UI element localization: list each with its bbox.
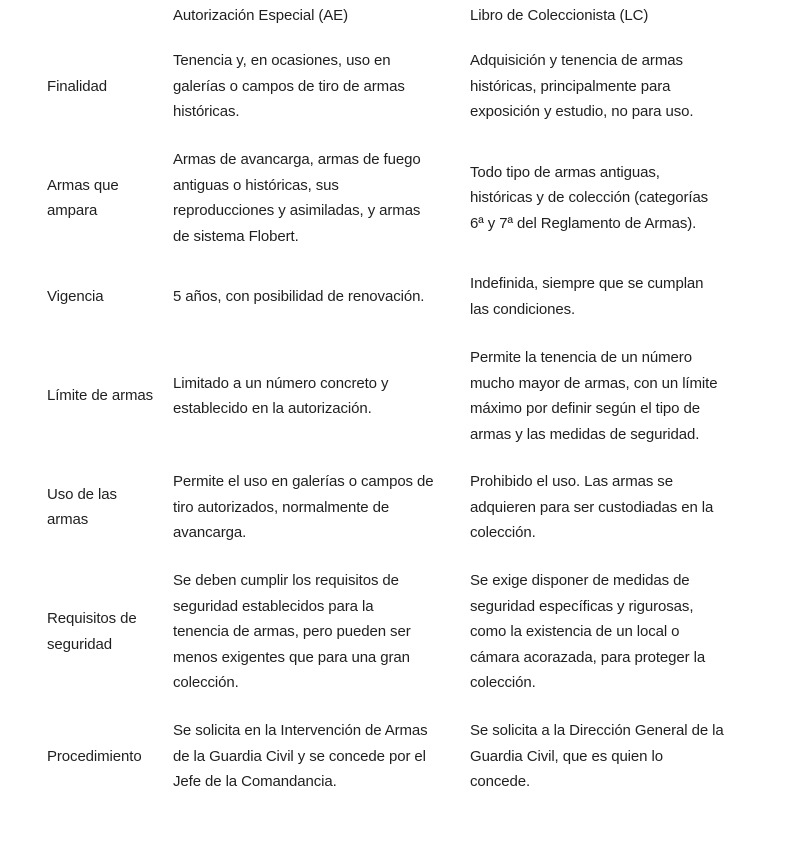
cell-lc bbox=[470, 568, 770, 696]
row-label-line: Requisitos de bbox=[47, 610, 137, 628]
row-label bbox=[47, 744, 172, 770]
cell-ae-line: 5 años, con posibilidad de renovación. bbox=[173, 287, 425, 305]
cell-lc-line: mucho mayor de armas, con un límite bbox=[470, 374, 718, 392]
row-label-line: Armas que bbox=[47, 176, 119, 194]
cell-ae-line: Jefe de la Comandancia. bbox=[173, 773, 337, 791]
cell-ae-line: colección. bbox=[173, 674, 239, 692]
cell-lc-line: colección. bbox=[470, 524, 536, 542]
cell-ae bbox=[173, 284, 469, 310]
cell-ae-line: menos exigentes que para una gran bbox=[173, 648, 410, 666]
cell-lc-line: como la existencia de un local o bbox=[470, 623, 680, 641]
row-label bbox=[47, 284, 172, 310]
cell-lc bbox=[470, 271, 770, 322]
cell-lc bbox=[470, 469, 770, 546]
cell-lc bbox=[470, 160, 770, 237]
cell-lc bbox=[470, 48, 770, 125]
cell-ae-line: avancarga. bbox=[173, 524, 247, 542]
cell-ae bbox=[173, 371, 469, 422]
cell-lc-line: cámara acorazada, para proteger la bbox=[470, 648, 706, 666]
header-ae bbox=[173, 3, 469, 29]
row-label bbox=[47, 383, 172, 409]
row-label-line: Procedimiento bbox=[47, 747, 142, 765]
header-lc-text: Libro de Coleccionista (LC) bbox=[470, 7, 649, 24]
row-label-line: ampara bbox=[47, 202, 98, 220]
header-lc bbox=[470, 3, 770, 29]
cell-ae-line: de la Guardia Civil y se concede por el bbox=[173, 747, 426, 765]
cell-lc bbox=[470, 345, 770, 447]
header-ae-text: Autorización Especial (AE) bbox=[173, 7, 348, 24]
cell-lc-line: colección. bbox=[470, 674, 536, 692]
cell-ae-line: reproducciones y asimiladas, y armas bbox=[173, 202, 421, 220]
cell-ae-line: Limitado a un número concreto y bbox=[173, 374, 389, 392]
row-label bbox=[47, 173, 172, 224]
cell-lc-line: 6ª y 7ª del Reglamento de Armas). bbox=[470, 214, 697, 232]
cell-ae-line: establecido en la autorización. bbox=[173, 400, 372, 418]
cell-ae-line: Tenencia y, en ocasiones, uso en bbox=[173, 52, 391, 69]
cell-ae-line: Se deben cumplir los requisitos de bbox=[173, 572, 399, 589]
row-label-line: Finalidad bbox=[47, 77, 107, 95]
row-label-line: seguridad bbox=[47, 635, 112, 653]
cell-lc-line: adquieren para ser custodiadas en la bbox=[470, 498, 714, 516]
cell-lc-line: concede. bbox=[470, 773, 531, 791]
cell-lc-line: Indefinida, siempre que se cumplan bbox=[470, 275, 704, 292]
cell-lc-line: Adquisición y tenencia de armas bbox=[470, 52, 683, 69]
cell-ae-line: tiro autorizados, normalmente de bbox=[173, 498, 390, 516]
cell-lc bbox=[470, 718, 770, 795]
cell-lc-line: seguridad específicas y rigurosas, bbox=[470, 597, 694, 615]
cell-ae-line: Armas de avancarga, armas de fuego bbox=[173, 151, 421, 168]
cell-lc-line: exposición y estudio, no para uso. bbox=[470, 103, 694, 121]
row-label bbox=[47, 606, 172, 657]
row-label bbox=[47, 482, 172, 533]
cell-ae-line: galerías o campos de tiro de armas bbox=[173, 77, 405, 95]
cell-ae bbox=[173, 469, 469, 546]
cell-lc-line: Permite la tenencia de un número bbox=[470, 349, 692, 366]
cell-lc-line: históricas, principalmente para bbox=[470, 77, 671, 95]
cell-ae-line: seguridad establecidos para la bbox=[173, 597, 374, 615]
cell-ae-line: históricas. bbox=[173, 103, 240, 121]
cell-ae bbox=[173, 48, 469, 125]
cell-lc-line: Se solicita a la Dirección General de la bbox=[470, 722, 724, 739]
cell-lc-line: históricas y de colección (categorías bbox=[470, 189, 709, 207]
cell-lc-line: Se exige disponer de medidas de bbox=[470, 572, 690, 589]
cell-ae-line: antiguas o históricas, sus bbox=[173, 176, 339, 194]
cell-lc-line: Todo tipo de armas antiguas, bbox=[470, 163, 660, 181]
row-label-line: Límite de armas bbox=[47, 387, 154, 405]
cell-lc-line: armas y las medidas de seguridad. bbox=[470, 425, 700, 443]
cell-ae-line: tenencia de armas, pero pueden ser bbox=[173, 623, 411, 641]
cell-ae bbox=[173, 568, 469, 696]
cell-ae bbox=[173, 147, 469, 249]
cell-ae-line: Se solicita en la Intervención de Armas bbox=[173, 722, 428, 739]
cell-lc-line: máximo por definir según el tipo de bbox=[470, 400, 700, 418]
row-label-line: Vigencia bbox=[47, 287, 104, 305]
cell-lc-line: Guardia Civil, que es quien lo bbox=[470, 747, 663, 765]
cell-lc-line: Prohibido el uso. Las armas se bbox=[470, 473, 673, 490]
cell-ae-line: de sistema Flobert. bbox=[173, 227, 299, 245]
cell-ae bbox=[173, 718, 469, 795]
cell-lc-line: las condiciones. bbox=[470, 300, 576, 318]
row-label bbox=[47, 74, 172, 100]
row-label-line: Uso de las bbox=[47, 485, 117, 503]
cell-ae-line: Permite el uso en galerías o campos de bbox=[173, 473, 434, 490]
row-label-line: armas bbox=[47, 511, 89, 529]
